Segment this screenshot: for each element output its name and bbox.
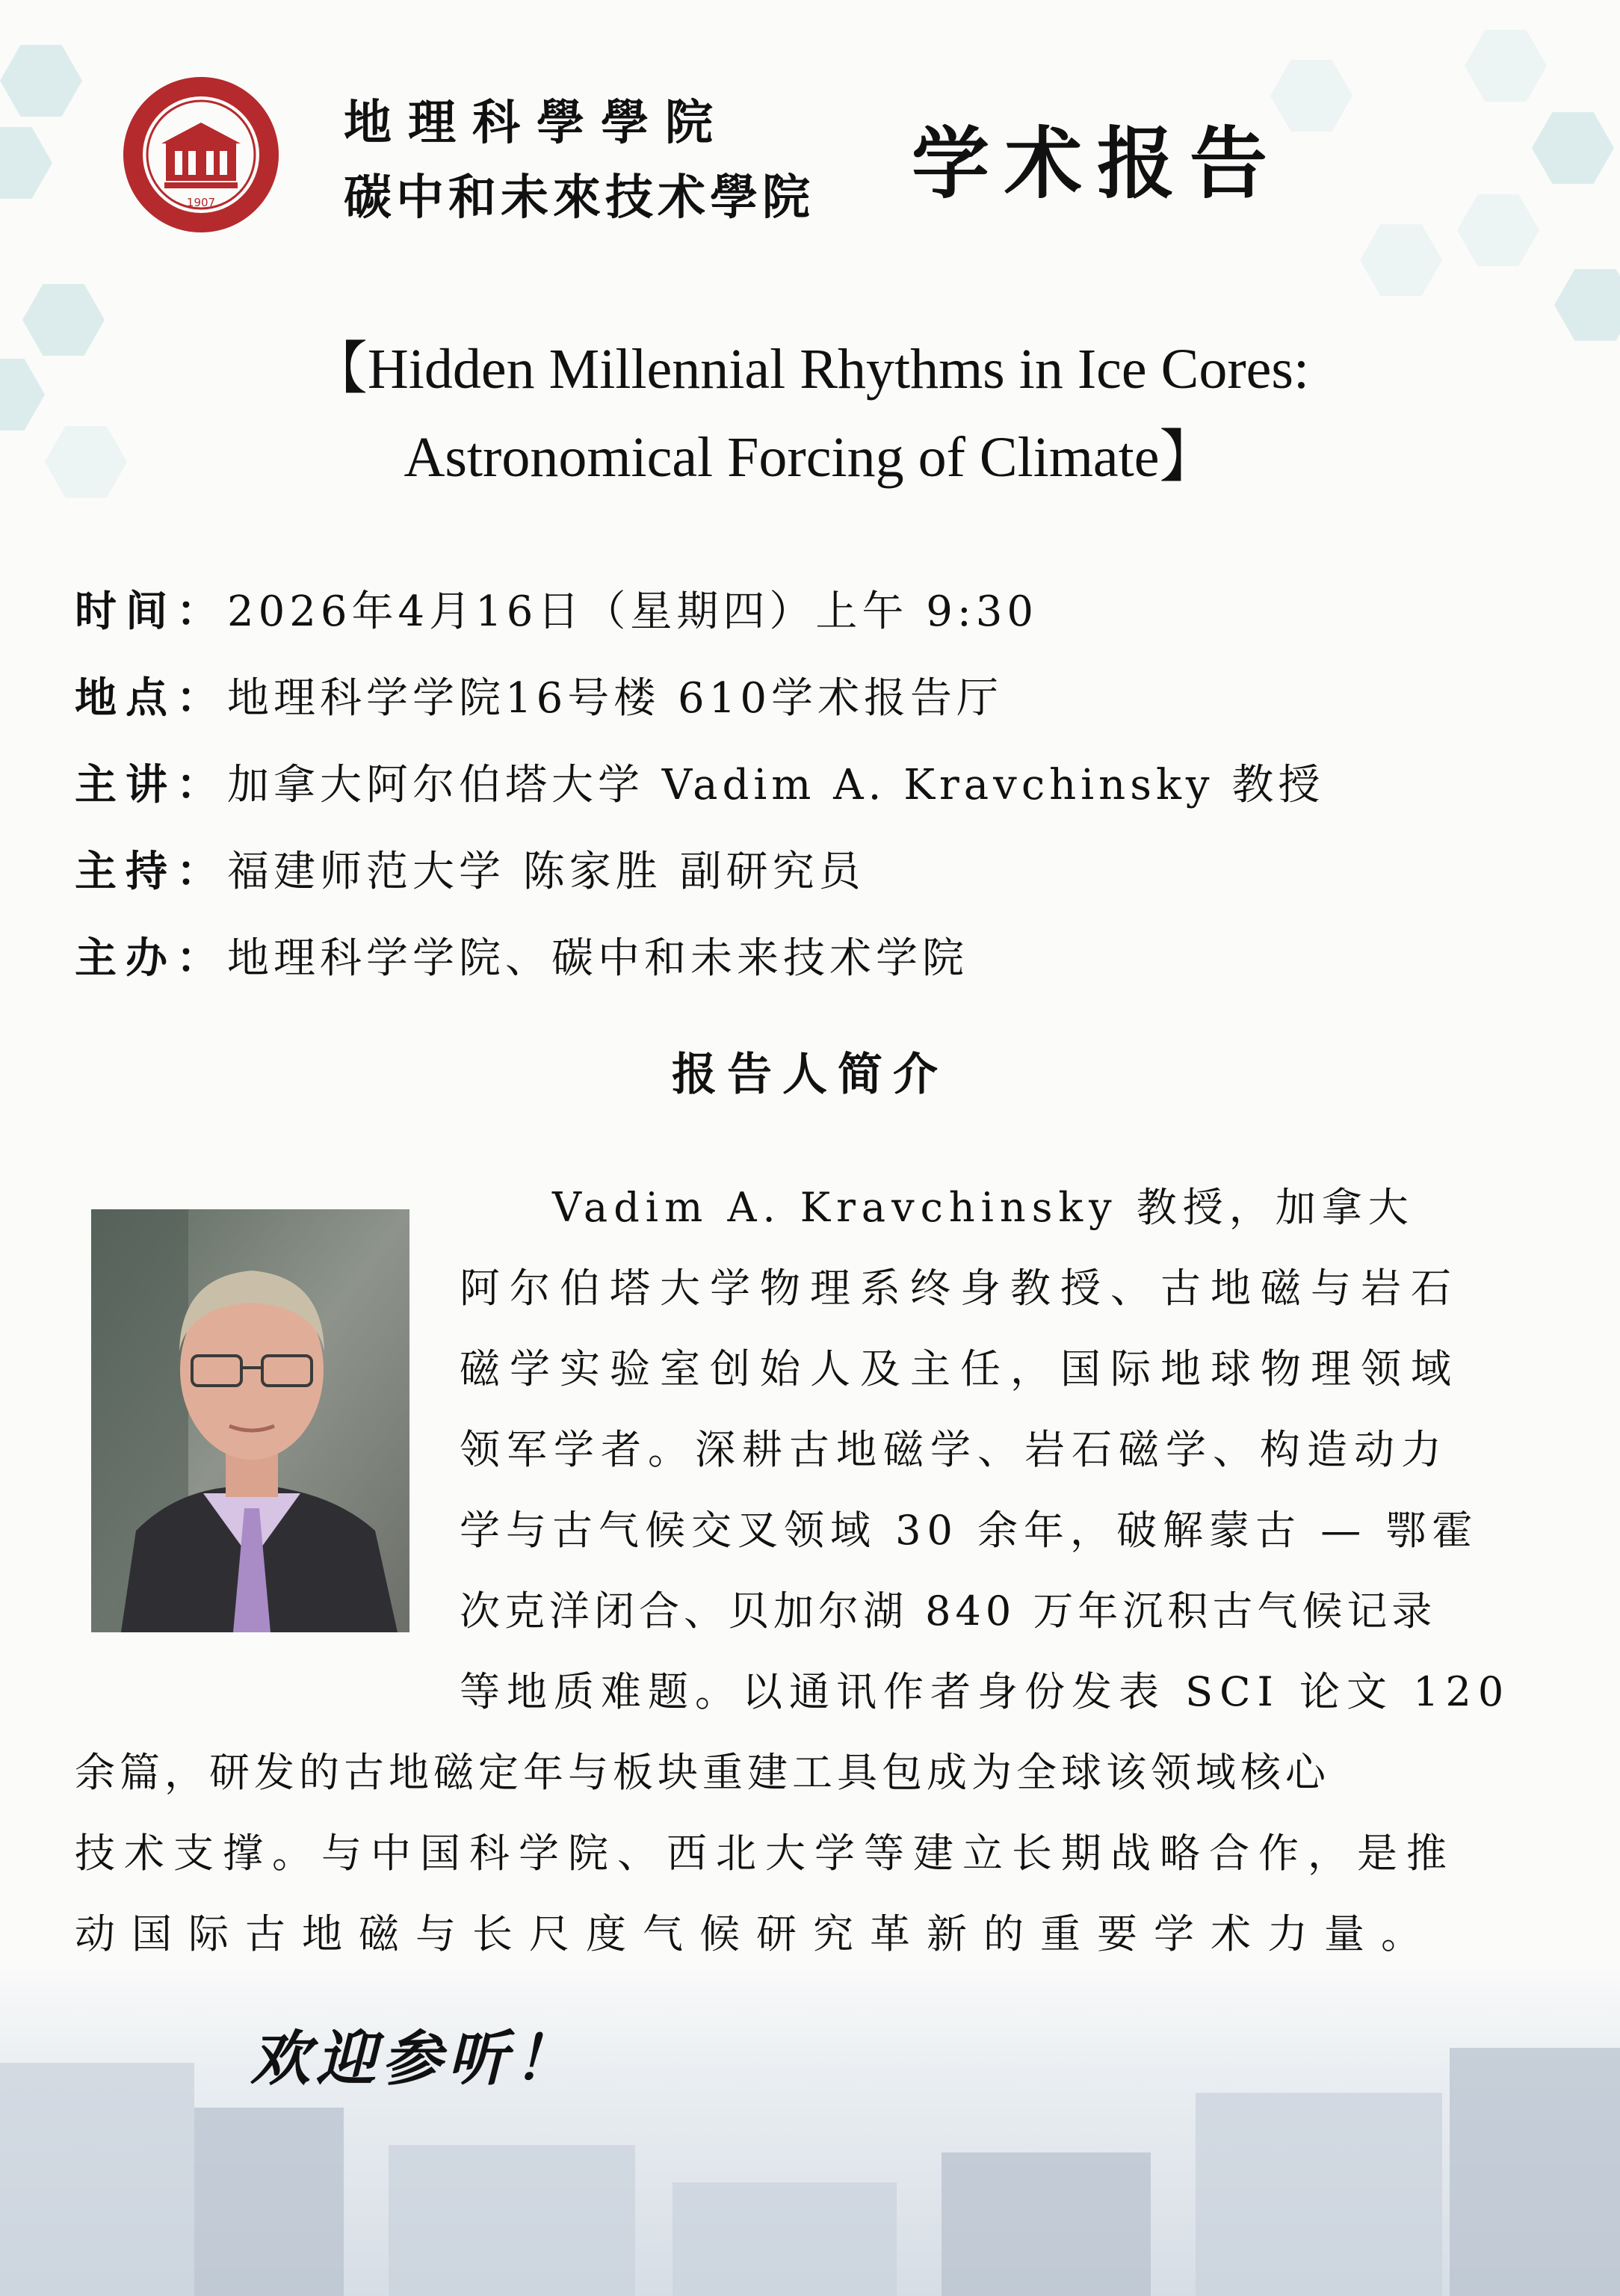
hexagon-decoration — [0, 127, 52, 199]
info-label: 主讲： — [75, 760, 227, 809]
building-sketch — [673, 2182, 897, 2296]
building-sketch — [1196, 2093, 1442, 2296]
college-name-geography: 地理科學學院 — [344, 95, 729, 151]
bio-line: 阿尔伯塔大学物理系终身教授、古地磁与岩石 — [460, 1265, 1461, 1312]
bio-heading: 报告人简介 — [672, 1049, 948, 1101]
hexagon-decoration — [1532, 112, 1614, 184]
hexagon-decoration — [1457, 194, 1539, 266]
campus-illustration — [0, 1958, 1620, 2296]
info-value: 地理科学学院、碳中和未来技术学院 — [227, 934, 968, 983]
bio-line: 技术支撑。与中国科学院、西北大学等建立长期战略合作，是推 — [75, 1830, 1456, 1877]
info-row-location — [75, 655, 1324, 741]
hexagon-decoration — [1360, 224, 1442, 296]
hexagon-decoration — [1270, 60, 1352, 132]
info-row-organizer — [75, 915, 1324, 1002]
info-row-host — [75, 828, 1324, 915]
info-label: 主持： — [75, 847, 227, 896]
info-label: 主办： — [75, 933, 227, 983]
seal-year: 1907 — [186, 196, 216, 209]
talk-title-line-1: 【Hidden Millennial Rhythms in Ice Cores: — [310, 338, 1310, 401]
info-value: 2026年4月16日（星期四）上午 9:30 — [227, 587, 1038, 636]
info-label: 地点： — [75, 673, 227, 723]
info-label: 时间： — [75, 587, 227, 636]
bio-line: 领军学者。深耕古地磁学、岩石磁学、构造动力 — [460, 1426, 1448, 1473]
bio-line: 余篇，研发的古地磁定年与板块重建工具包成为全球该领域核心 — [75, 1749, 1330, 1796]
building-sketch — [389, 2145, 635, 2296]
bio-line: Vadim A. Kravchinsky 教授，加拿大 — [460, 1184, 1415, 1231]
building-sketch — [1450, 2048, 1620, 2296]
report-label: 学术报告 — [912, 117, 1283, 209]
talk-title-line-2: Astronomical Forcing of Climate】 — [404, 426, 1216, 489]
college-names — [344, 86, 814, 235]
welcome-message: 欢迎参听！ — [250, 2023, 579, 2093]
hexagon-decoration — [0, 45, 82, 117]
info-value: 地理科学学院16号楼 610学术报告厅 — [227, 674, 1003, 723]
info-value: 福建师范大学 陈家胜 副研究员 — [227, 848, 865, 896]
bio-line: 磁学实验室创始人及主任，国际地球物理领域 — [460, 1345, 1461, 1392]
info-value: 加拿大阿尔伯塔大学 Vadim A. Kravchinsky 教授 — [227, 761, 1325, 809]
building-sketch — [194, 2108, 344, 2296]
info-row-time — [75, 568, 1324, 655]
university-seal-icon — [120, 73, 282, 236]
event-info — [75, 568, 1324, 1002]
bio-line: 学与古气候交叉领域 30 余年，破解蒙古 — 鄂霍 — [460, 1507, 1479, 1554]
hexagon-decoration — [1465, 30, 1547, 102]
bio-line: 等地质难题。以通讯作者身份发表 SCI 论文 120 — [460, 1668, 1511, 1715]
bio-line: 动国际古地磁与长尺度气候研究革新的重要学术力量。 — [75, 1910, 1438, 1957]
bio-line: 次克洋闭合、贝加尔湖 840 万年沉积古气候记录 — [460, 1587, 1437, 1635]
building-sketch — [942, 2152, 1151, 2296]
speaker-photo — [91, 1209, 409, 1632]
building-sketch — [0, 2063, 194, 2296]
info-row-speaker — [75, 741, 1324, 828]
college-name-carbon-neutrality: 碳中和未來技术學院 — [344, 170, 814, 226]
